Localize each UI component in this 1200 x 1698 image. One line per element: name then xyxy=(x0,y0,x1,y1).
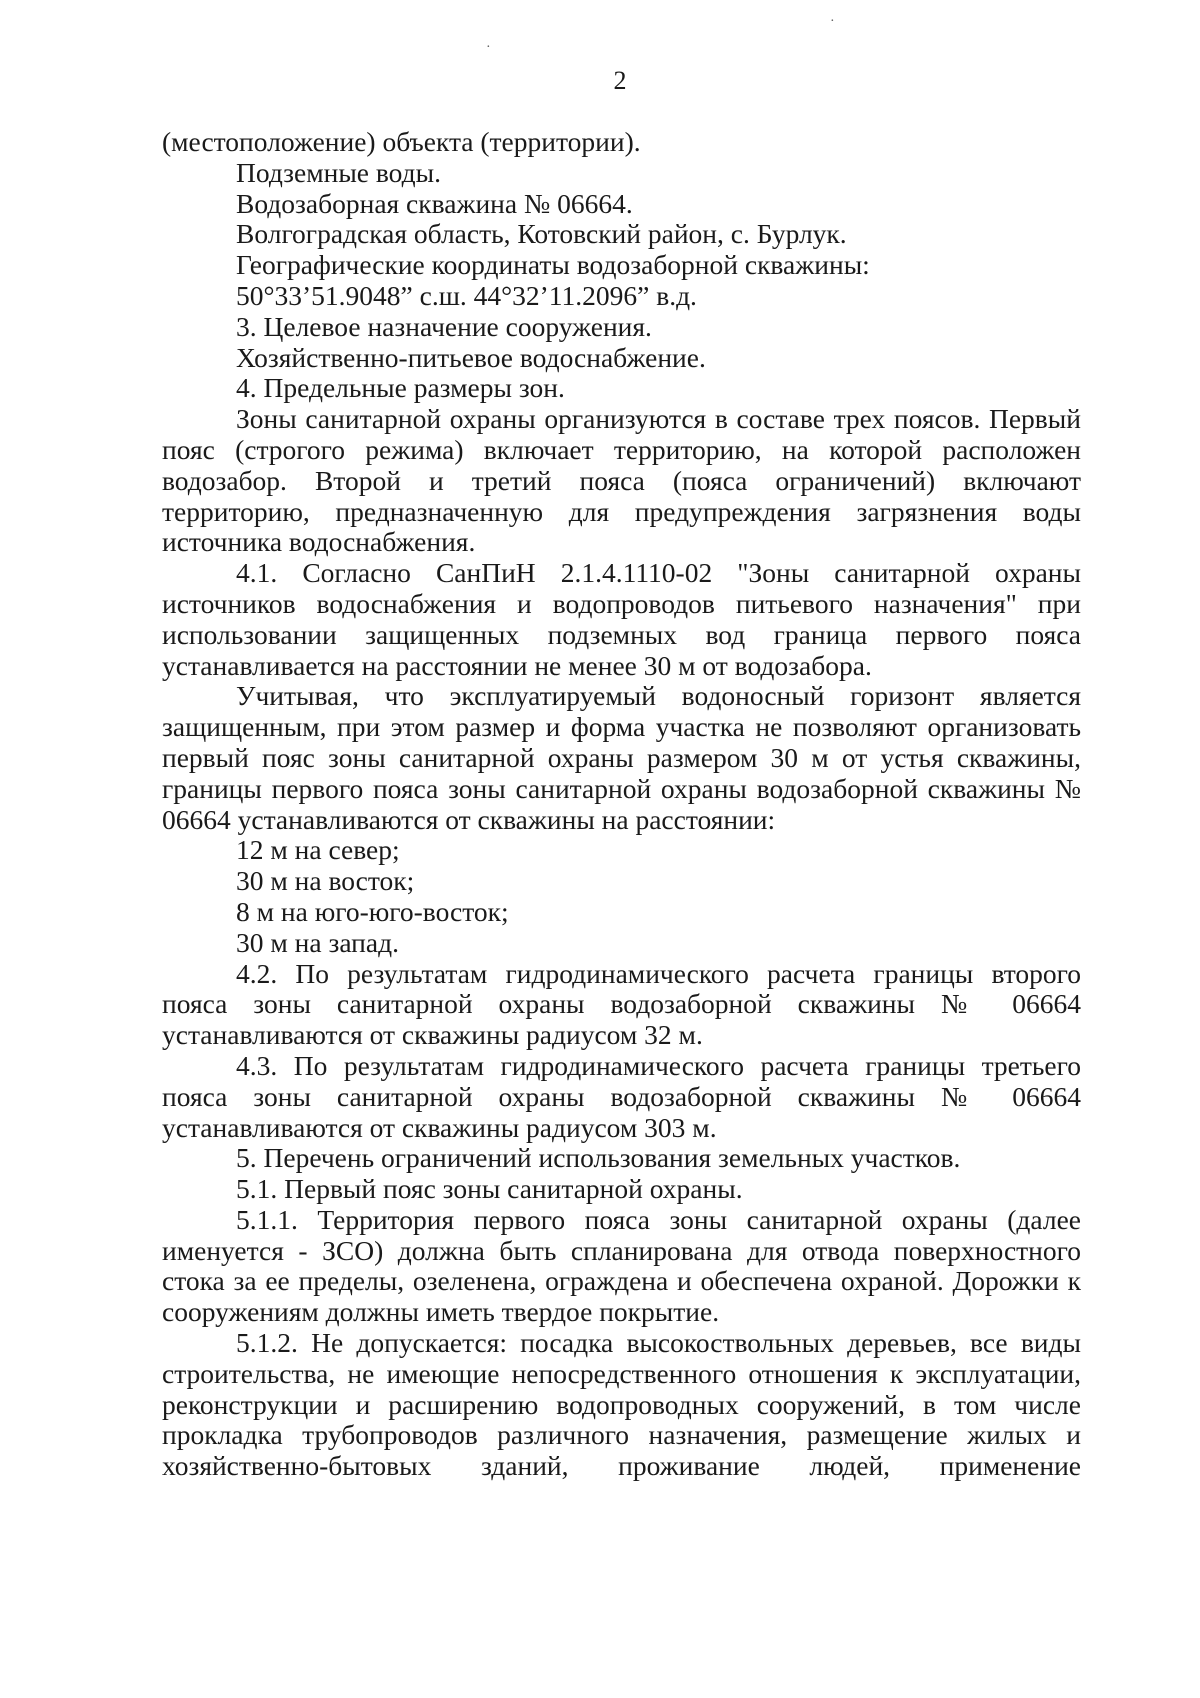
paragraph: 4.1. Согласно СанПиН 2.1.4.1110-02 "Зоны санитарной охраны источников водоснабжения и водопроводов питьевого назначения" при использовании защищенных подземных вод граница первого пояса устанавливается на расстоянии не менее 30 м от водозабора. xyxy=(162,557,1081,681)
coordinates-line: 50°33’51.9048” с.ш. 44°32’11.2096” в.д. xyxy=(236,279,697,311)
paragraph: 5.1.2. Не допускается: посадка высокоствольных деревьев, все виды строительства, не имеющие непосредственного отношения к эксплуатации, реконструкции и расширению водопроводных сооружений, в том числе прокладка трубопроводов различного назначения, размещение жилых и хозяйственно-бытовых зданий, проживание людей, применение xyxy=(162,1327,1081,1482)
paragraph: 4.3. По результатам гидродинамического расчета границы третьего пояса зоны санитарной охраны водозаборной скважины № 06664 устанавливаются от скважины радиусом 303 м. xyxy=(162,1049,1081,1143)
paragraph: Волгоградская область, Котовский район, с. Бурлук. xyxy=(236,218,847,250)
paragraph: Водозаборная скважина № 06664. xyxy=(236,187,633,219)
paragraph: Хозяйственно-питьевое водоснабжение. xyxy=(236,341,706,373)
list-item: 30 м на запад. xyxy=(236,926,399,958)
paragraph: (местоположение) объекта (территории). xyxy=(162,126,641,157)
scan-dot-mark: · xyxy=(486,40,491,55)
section-heading: 3. Целевое назначение сооружения. xyxy=(236,310,652,342)
section-heading: 4. Предельные размеры зон. xyxy=(236,372,565,404)
paragraph: Зоны санитарной охраны организуются в составе трех поясов. Первый пояс (строгого режима) включает территорию, на которой расположен водозабор. Второй и третий пояса (пояса ограничений) включают территорию, предназначенную для предупреждения загрязнения воды источника водоснабжения. xyxy=(162,403,1081,558)
scan-dot-mark: · xyxy=(830,14,835,29)
list-item: 8 м на юго-юго-восток; xyxy=(236,895,509,927)
paragraph: Учитывая, что эксплуатируемый водоносный горизонт является защищенным, при этом размер и форма участка не позволяют организовать первый пояс зоны санитарной охраны размером 30 м от устья скважины, границы первого пояса зоны санитарной охраны водозаборной скважины № 06664 устанавливаются от скважины на расстоянии: xyxy=(162,680,1081,835)
subsection-heading: 5.1. Первый пояс зоны санитарной охраны. xyxy=(236,1173,743,1205)
page-number: 2 xyxy=(613,66,627,95)
list-item: 30 м на восток; xyxy=(236,865,415,897)
paragraph: Подземные воды. xyxy=(236,156,441,188)
section-heading: 5. Перечень ограничений использования земельных участков. xyxy=(236,1142,961,1174)
document-body xyxy=(162,127,1081,1482)
paragraph: 5.1.1. Территория первого пояса зоны санитарной охраны (далее именуется - ЗСО) должна быть спланирована для отвода поверхностного стока за ее пределы, озеленена, ограждена и обеспечена охраной. Дорожки к сооружениям должны иметь твердое покрытие. xyxy=(162,1203,1081,1328)
paragraph: 4.2. По результатам гидродинамического расчета границы второго пояса зоны санитарной охраны водозаборной скважины № 06664 устанавливаются от скважины радиусом 32 м. xyxy=(162,957,1081,1051)
paragraph: Географические координаты водозаборной скважины: xyxy=(236,249,870,281)
list-item: 12 м на север; xyxy=(236,834,400,866)
